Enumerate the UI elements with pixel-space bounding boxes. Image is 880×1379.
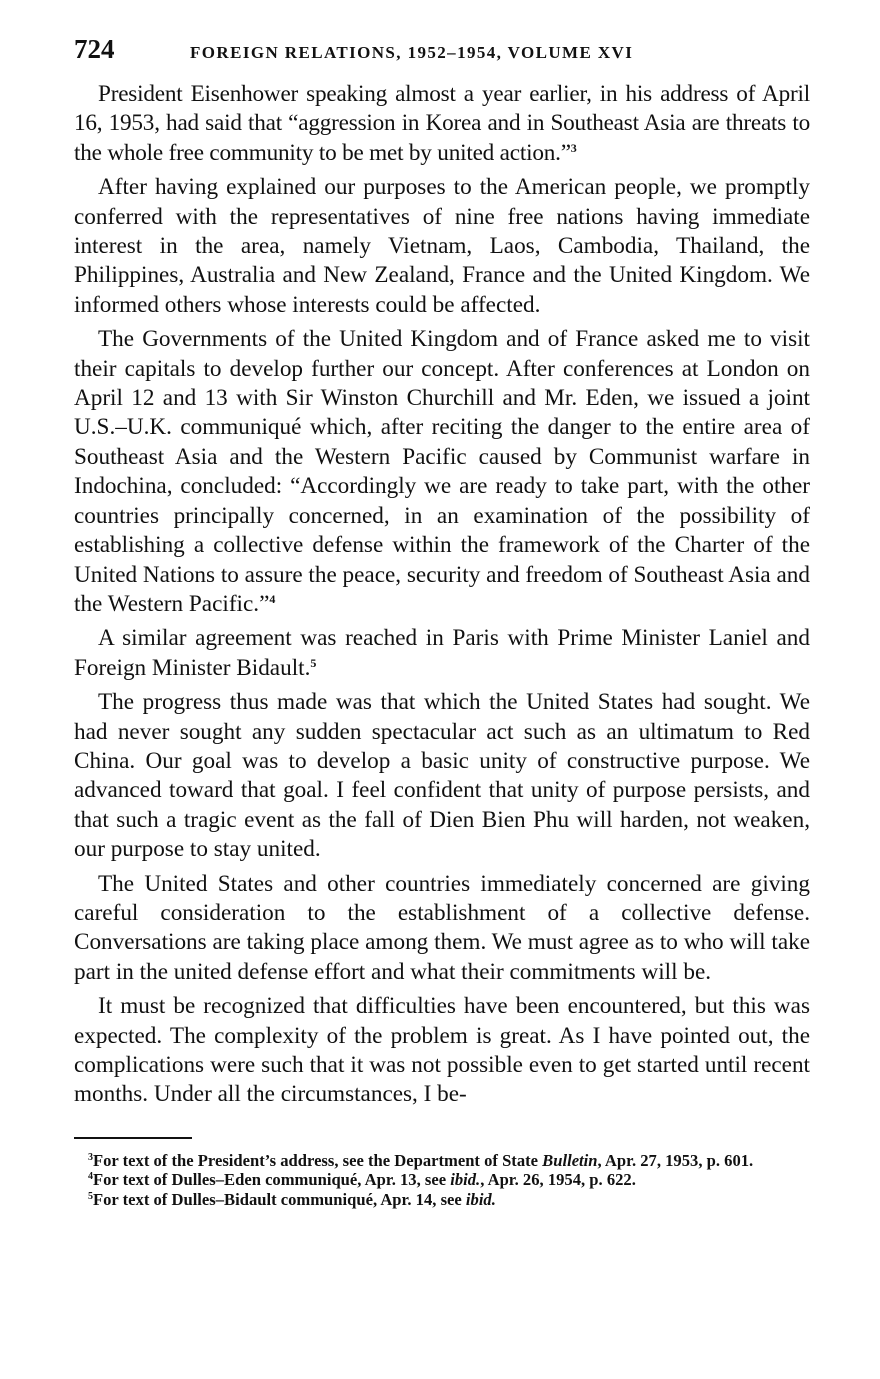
footnote-reference[interactable]: 4 — [269, 591, 276, 606]
paragraph — [74, 688, 810, 864]
footnote-marker: 5 — [88, 1190, 93, 1202]
paragraph-text: A similar agreement was reached in Paris with Prime Minister Laniel and Foreign Minister Bidault. — [74, 625, 810, 681]
footnote-text: For text of Dulles–Bidault communiqué, Apr. 14, see — [93, 1189, 466, 1209]
footnotes — [74, 1151, 810, 1210]
footnote — [74, 1190, 810, 1210]
footnote-text: For text of Dulles–Eden communiqué, Apr. 13, see — [93, 1170, 451, 1190]
footnote-text: , Apr. 27, 1953, p. 601. — [597, 1150, 754, 1170]
paragraph-text: President Eisenhower speaking almost a year earlier, in his address of April 16, 1953, had said that “aggression in Korea and in Southeast Asia are threats to the whole free community to be met by united action.” — [74, 81, 810, 166]
body-text — [74, 80, 810, 1110]
paragraph — [74, 992, 810, 1110]
footnote — [74, 1151, 810, 1171]
footnote-citation: Bulletin — [542, 1150, 598, 1170]
footnote-citation: ibid. — [465, 1189, 496, 1209]
footnote-reference[interactable]: 5 — [310, 655, 317, 670]
paragraph — [74, 173, 810, 320]
paragraph — [74, 80, 810, 168]
paragraph — [74, 870, 810, 988]
footnote-marker: 3 — [88, 1151, 93, 1163]
footnote-reference[interactable]: 3 — [570, 140, 577, 155]
running-head: FOREIGN RELATIONS, 1952–1954, VOLUME XVI — [190, 43, 634, 62]
paragraph-text: The Governments of the United Kingdom and of France asked me to visit their capitals to develop further our concept. After conferences at London on April 12 and 13 with Sir Winston Churchill and Mr. Eden, we issued a joint U.S.–U.K. communiqué which, after reciting the danger to the entire area of Southeast Asia and the Western Pacific caused by Communist warfare in Indochina, concluded: “Accordingly we are ready to take part, with the other countries principally concerned, in an examination of the possibility of establishing a collective defense within the framework of the Charter of the United Nations to assure the peace, security and freedom of Southeast Asia and the Western Pacific.” — [74, 326, 810, 617]
paragraph — [74, 325, 810, 619]
page-number: 724 — [74, 34, 115, 64]
footnote-marker: 4 — [88, 1171, 93, 1183]
paragraph — [74, 624, 810, 683]
footnote-citation: ibid. — [450, 1170, 481, 1190]
paragraph-text: After having explained our purposes to the American people, we promptly conferred with the representatives of nine free nations having immediate interest in the area, namely Vietnam, Laos, Cambodia, Thailand, the Philippines, Australia and New Zealand, France and the United Kingdom. We informed others whose interests could be affected. — [74, 174, 810, 318]
page-header — [74, 34, 810, 74]
paragraph-text: The progress thus made was that which the United States had sought. We had never sought any sudden spectacular act such as an ultimatum to Red China. Our goal was to develop a basic unity of constructive purpose. We advanced toward that goal. I feel confident that unity of purpose persists, and that such a tragic event as the fall of Dien Bien Phu will harden, not weaken, our purpose to stay united. — [74, 689, 810, 863]
paragraph-text: The United States and other countries immediately concerned are giving careful consideration to the establishment of a collective defense. Conversations are taking place among them. We must agree as to who will take part in the united defense effort and what their commitments will be. — [74, 870, 810, 985]
footnote — [74, 1170, 810, 1190]
footnote-text: , Apr. 26, 1954, p. 622. — [480, 1170, 636, 1190]
footnote-text: For text of the President’s address, see the Department of State — [93, 1150, 543, 1170]
footnote-divider — [74, 1137, 192, 1139]
paragraph-text: It must be recognized that difficulties have been encountered, but this was expected. The complexity of the problem is great. As I have pointed out, the complications were such that it was not possible even to get started until recent months. Under all the circumstances, I be- — [74, 993, 810, 1108]
